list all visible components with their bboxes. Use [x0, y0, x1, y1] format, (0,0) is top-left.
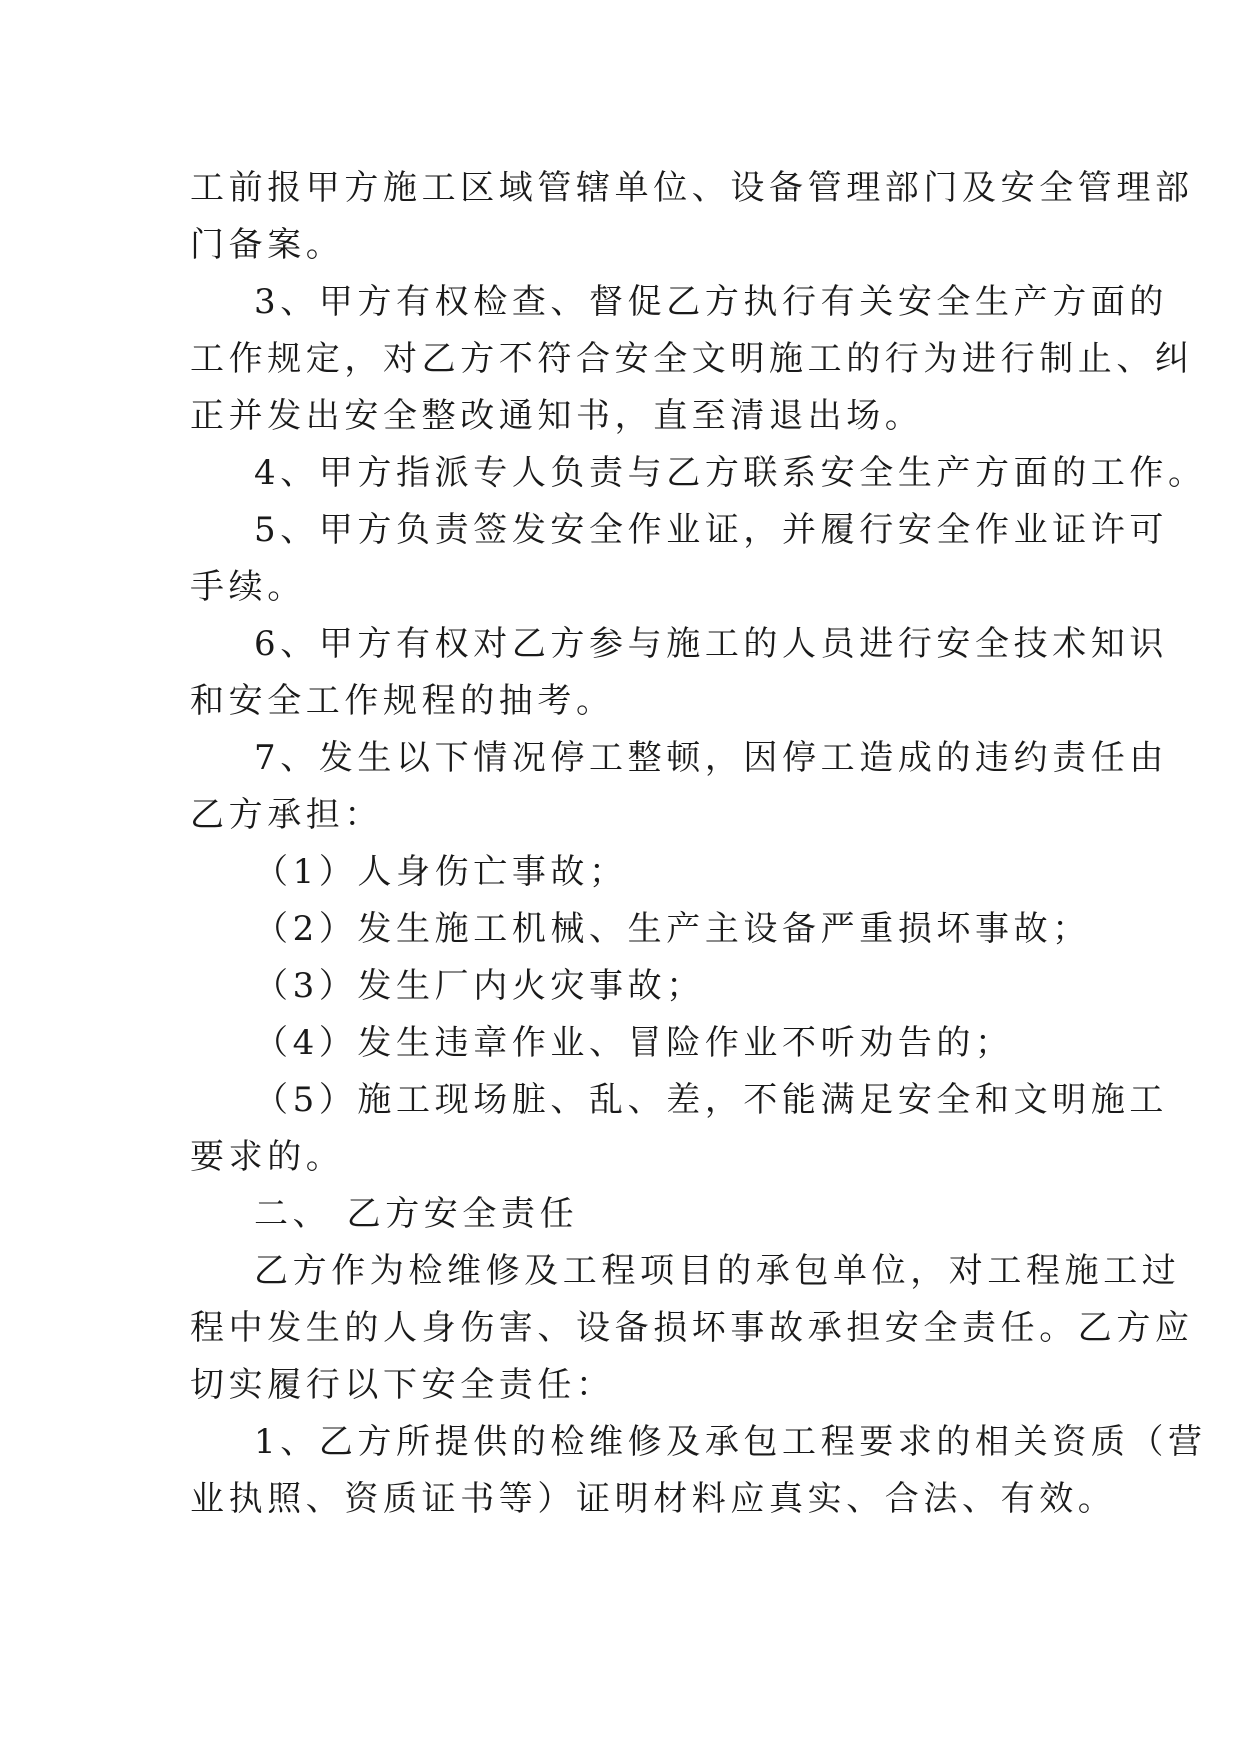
text-line: 4、甲方指派专人负责与乙方联系安全生产方面的工作。 — [254, 453, 1207, 493]
text-line: 和安全工作规程的抽考。 — [190, 681, 615, 721]
text-line: 1、乙方所提供的检维修及承包工程要求的相关资质（营 — [254, 1422, 1207, 1462]
text-line: 乙方作为检维修及工程项目的承包单位，对工程施工过 — [254, 1251, 1181, 1291]
text-line: 乙方承担： — [190, 795, 383, 835]
text-line: 程中发生的人身伤害、设备损坏事故承担安全责任。乙方应 — [190, 1308, 1194, 1348]
text-line: 7、发生以下情况停工整顿，因停工造成的违约责任由 — [254, 738, 1169, 778]
text-line: （5）施工现场脏、乱、差，不能满足安全和文明施工 — [254, 1080, 1169, 1120]
text-line: 手续。 — [190, 567, 306, 607]
text-line: （2）发生施工机械、生产主设备严重损坏事故； — [254, 909, 1091, 949]
text-line: 5、甲方负责签发安全作业证，并履行安全作业证许可 — [254, 510, 1169, 550]
text-line: 工作规定，对乙方不符合安全文明施工的行为进行制止、纠 — [190, 339, 1194, 379]
section-heading: 二、 乙方安全责任 — [254, 1194, 579, 1234]
text-line: 门备案。 — [190, 225, 345, 265]
text-line: （3）发生厂内火灾事故； — [254, 966, 705, 1006]
text-line: 业执照、资质证书等）证明材料应真实、合法、有效。 — [190, 1479, 1117, 1519]
text-line: 工前报甲方施工区域管辖单位、设备管理部门及安全管理部 — [190, 168, 1194, 208]
text-line: 6、甲方有权对乙方参与施工的人员进行安全技术知识 — [254, 624, 1169, 664]
text-line: 切实履行以下安全责任： — [190, 1365, 615, 1405]
text-line: 3、甲方有权检查、督促乙方执行有关安全生产方面的 — [254, 282, 1169, 322]
text-line: 正并发出安全整改通知书，直至清退出场。 — [190, 396, 924, 436]
text-line: 要求的。 — [190, 1137, 345, 1177]
text-line: （4）发生违章作业、冒险作业不听劝告的； — [254, 1023, 1014, 1063]
text-line: （1）人身伤亡事故； — [254, 852, 628, 892]
